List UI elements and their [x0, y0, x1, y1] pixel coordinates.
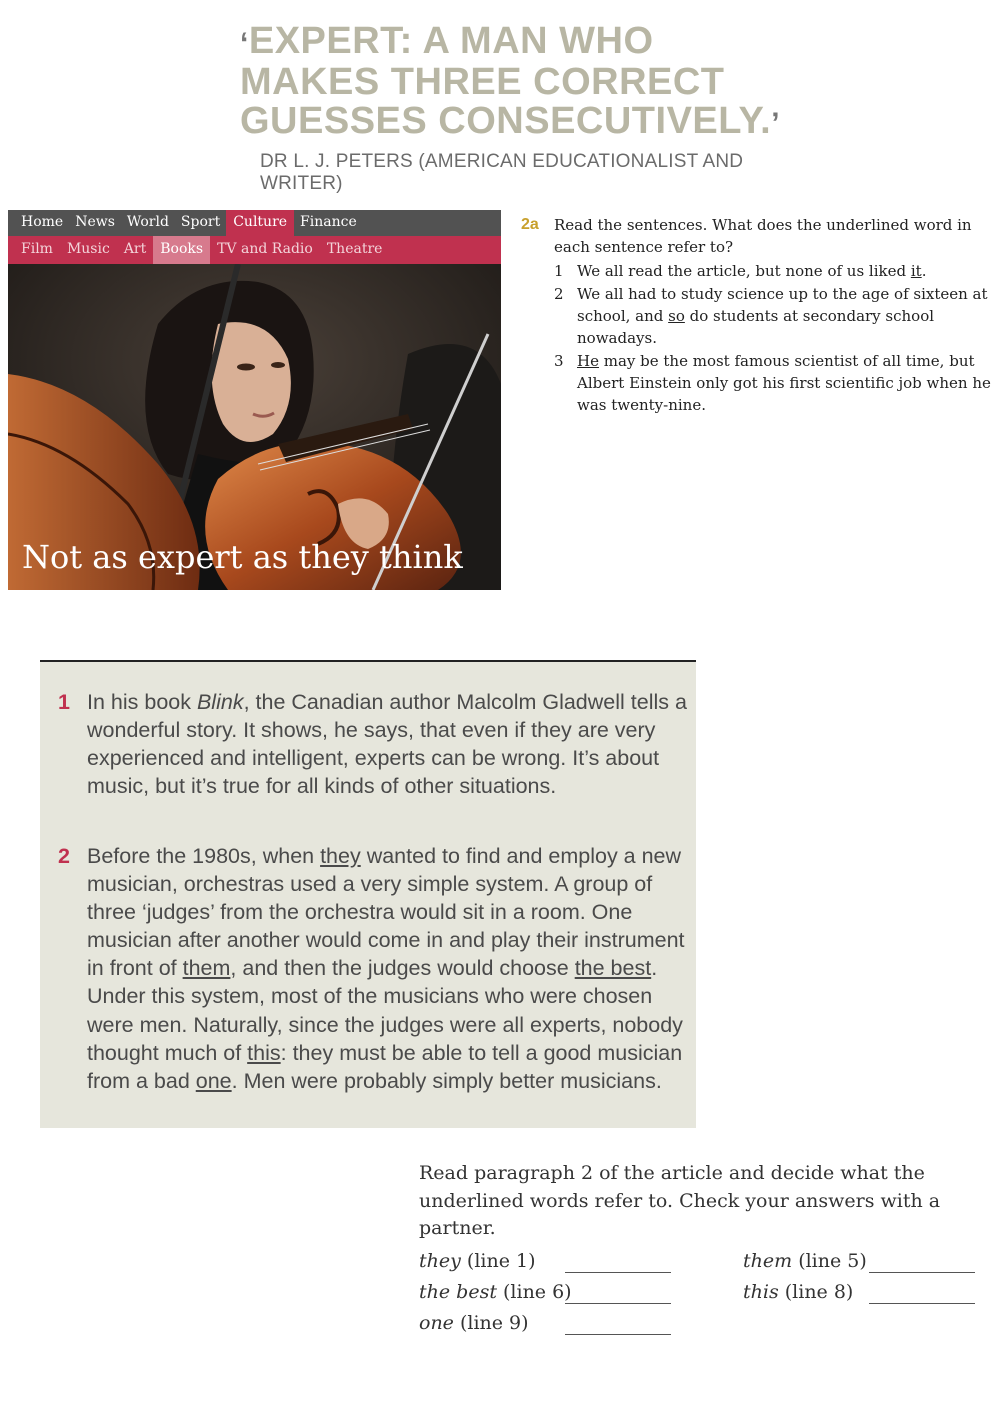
article-box	[40, 660, 696, 1128]
answer-label	[743, 1250, 867, 1272]
main-navigation	[8, 210, 501, 236]
text-run: . Under this system, most of the musicians who were chosen were men. Naturally, since the judges were all experts, nobody thought much of	[87, 956, 683, 1065]
text-run: Before the 1980s, when	[87, 844, 321, 868]
answer-label	[419, 1281, 572, 1303]
exercise-number: 2a	[521, 216, 539, 233]
exercise-2a	[521, 214, 991, 417]
nav-sport[interactable]: Sport	[180, 214, 221, 230]
item-number: 3	[554, 352, 564, 370]
sentence-list	[554, 260, 991, 416]
paragraph-number: 2	[58, 844, 70, 868]
text-run: In his book	[87, 690, 197, 714]
article-headline: Not as expert as they think	[22, 538, 463, 576]
underlined-word: one	[195, 1068, 232, 1093]
underlined-word: them	[182, 956, 231, 981]
answer-line: (line 9)	[459, 1312, 529, 1334]
quote-text	[240, 22, 800, 143]
text-run: , the Canadian author Malcolm Gladwell tells a wonderful story. It shows, he says, that even if they are very experienced and intelligent, experts can be wrong. It’s about music, but it’s true for all kinds of other situations.	[87, 690, 687, 799]
subnav-music[interactable]: Music	[66, 241, 110, 257]
item-number: 2	[554, 285, 564, 303]
sentence-text: We all had to study science up to the age of sixteen at school, and	[577, 285, 988, 325]
sentence-text: do students at secondary school nowadays.	[577, 307, 935, 347]
nav-home[interactable]: Home	[21, 214, 64, 230]
answer-word: the best	[419, 1281, 497, 1303]
subnav-film[interactable]: Film	[21, 241, 53, 257]
underlined-word: this	[247, 1040, 281, 1065]
sub-navigation	[8, 236, 501, 264]
quote-block	[240, 22, 800, 195]
quote-words: EXPERT: A MAN WHO MAKES THREE CORRECT GUESSES CONSECUTIVELY.	[240, 20, 772, 142]
sentence-text: .	[921, 262, 927, 280]
text-run: : they must be able to tell a good musician from a bad	[87, 1040, 683, 1093]
text-run: . Men were probably simply better musicians.	[231, 1068, 662, 1093]
subnav-books[interactable]: Books	[153, 236, 210, 264]
list-item	[554, 260, 991, 282]
answer-line: (line 1)	[466, 1250, 536, 1272]
list-item	[554, 350, 991, 416]
answer-blank-this[interactable]	[869, 1303, 975, 1304]
underlined-word: they	[320, 844, 361, 868]
underlined-word: it	[910, 262, 922, 280]
violinist-photo	[8, 264, 501, 590]
exercise-instruction: Read the sentences. What does the underlined word in each sentence refer to?	[554, 216, 972, 256]
item-number: 1	[554, 262, 564, 280]
sentence-text: We all read the article, but none of us liked	[577, 262, 911, 280]
underlined-word: He	[577, 352, 599, 370]
subnav-theatre[interactable]: Theatre	[326, 241, 383, 257]
answer-word: one	[419, 1312, 454, 1334]
answer-word: they	[419, 1250, 461, 1272]
paragraph-number: 1	[58, 690, 70, 714]
webpage-mockup	[8, 200, 501, 590]
paragraph-text	[87, 688, 688, 800]
book-title: Blink	[196, 690, 244, 714]
answer-label	[743, 1281, 853, 1303]
nav-culture[interactable]: Culture	[226, 210, 294, 236]
underlined-word: the best	[574, 956, 652, 981]
answer-word: this	[743, 1281, 779, 1303]
exercise-instruction: Read paragraph 2 of the article and decide what the underlined words refer to. Check your answers with a partner.	[419, 1162, 941, 1239]
text-run: wanted to find and employ a new musician, orchestras used a very simple system. A group of three ‘judges’ from the orchestra would sit in a room. One musician after another would come in and play their instrument in front of	[87, 844, 685, 981]
nav-finance[interactable]: Finance	[300, 214, 357, 230]
answer-blank-them[interactable]	[869, 1272, 975, 1273]
list-item	[554, 283, 991, 349]
text-run: , and then the judges would choose	[230, 956, 575, 981]
answer-word: them	[743, 1250, 793, 1272]
nav-world[interactable]: World	[126, 214, 169, 230]
subnav-art[interactable]: Art	[123, 241, 147, 257]
quote-attribution: DR L. J. PETERS (AMERICAN EDUCATIONALIST AND WRITER)	[260, 151, 744, 194]
answer-blank-the-best[interactable]	[565, 1303, 671, 1304]
paragraph-2	[58, 842, 688, 1095]
answer-line: (line 6)	[503, 1281, 572, 1303]
answer-label	[419, 1250, 536, 1272]
answer-label	[419, 1312, 529, 1334]
close-quote-mark-icon: ’	[771, 107, 781, 140]
answer-blank-they[interactable]	[565, 1272, 671, 1273]
subnav-tv-and-radio[interactable]: TV and Radio	[217, 241, 313, 257]
sentence-text: may be the most famous scientist of all time, but Albert Einstein only got his first scientific job when he was twenty-nine.	[577, 352, 991, 414]
open-quote-mark-icon: ‘	[240, 27, 249, 60]
underlined-word: so	[668, 307, 685, 325]
paragraph-1	[58, 688, 688, 800]
paragraph-text	[87, 842, 688, 1095]
exercise-reference-words	[419, 1160, 979, 1334]
answer-line: (line 5)	[798, 1250, 867, 1272]
answer-blank-one[interactable]	[565, 1334, 671, 1335]
answer-line: (line 8)	[784, 1281, 854, 1303]
nav-news[interactable]: News	[75, 214, 115, 230]
